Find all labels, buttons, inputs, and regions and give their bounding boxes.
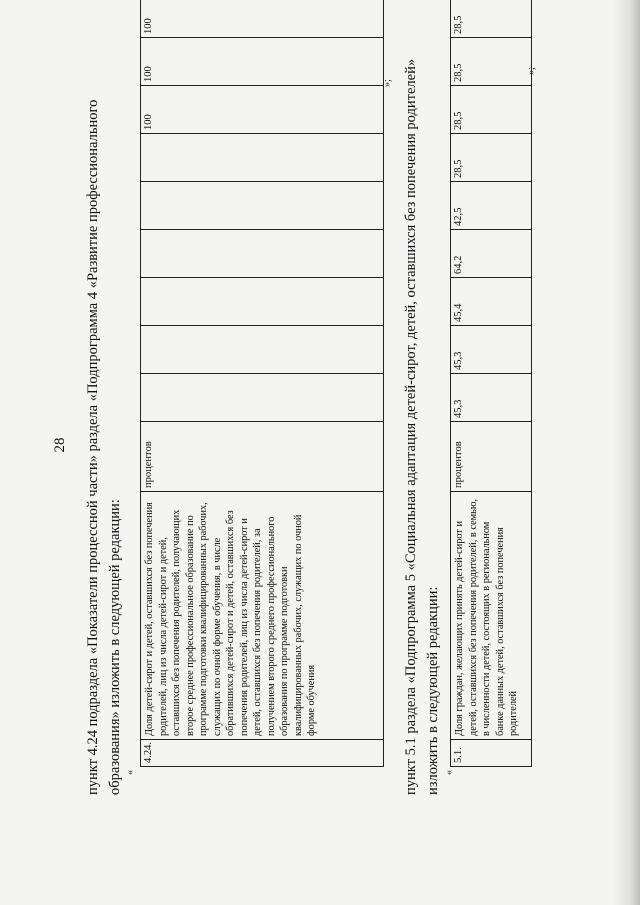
value-cell <box>141 134 384 182</box>
section1-close-quote: »; <box>382 79 393 87</box>
value-cell: 42,5 <box>451 182 532 230</box>
value-cell: 28,5 <box>451 86 532 134</box>
value-cell <box>141 230 384 278</box>
value-cell: 28,5 <box>451 134 532 182</box>
unit-cell: процентов <box>141 422 384 492</box>
value-cell: 45,4 <box>451 278 532 326</box>
table-5-1 <box>450 0 532 767</box>
row-number: 4.24. <box>141 740 384 767</box>
table-row <box>141 0 384 767</box>
unit-cell: процентов <box>451 422 532 492</box>
value-cell: 100 <box>141 86 384 134</box>
value-cell: 28,5 <box>451 0 532 38</box>
value-cell <box>141 326 384 374</box>
table-row <box>451 0 532 767</box>
section1-intro: пункт 4.24 подраздела «Показатели процессной части» раздела «Подпрограмма 4 «Развитие профессионального образования» изложить в следующей редакции: <box>85 99 123 795</box>
value-cell: 45,3 <box>451 326 532 374</box>
value-cell <box>141 182 384 230</box>
section2-intro: пункт 5.1 раздела «Подпрограмма 5 «Социальная адаптация детей-сирот, детей, оставшихся без попечения родителей» изложить в следующей редакции: <box>403 58 441 795</box>
value-cell: 100 <box>141 38 384 86</box>
page-number: 28 <box>52 437 68 453</box>
value-cell: 28,5 <box>451 38 532 86</box>
table-4-24 <box>140 0 384 767</box>
section2-open-quote: « <box>444 770 455 775</box>
row-number: 5.1. <box>451 740 532 767</box>
value-cell: 45,3 <box>451 374 532 422</box>
value-cell: 64,2 <box>451 230 532 278</box>
value-cell <box>141 278 384 326</box>
value-cell <box>141 374 384 422</box>
section2-close-quote: »; <box>526 67 537 75</box>
section1-open-quote: « <box>125 770 136 775</box>
indicator-name: Доля граждан, желающих принять детей-сирот и детей, оставшихся без попечения родителей, в семью, в численности детей, состоящих в региональном банке данных детей, оставшихся без попечения родителей <box>451 492 532 740</box>
value-cell: 100 <box>141 0 384 38</box>
indicator-name: Доля детей-сирот и детей, оставшихся без попечения родителей, лиц из числа детей-сирот и детей, оставшихся без попечения родителей, получающих второе среднее профессиональное образование по программе подготовки квалифицированных рабочих, служащих по очной форме обучения, в числе обратившихся детей-сирот и детей, оставшихся без попечения родителей, лиц из числа детей-сирот и детей, оставшихся без попечения родителей, за получением второго среднего профессионального образования по программе подготовки квалифицированных рабочих, служащих по очной форме обучения <box>141 492 384 740</box>
